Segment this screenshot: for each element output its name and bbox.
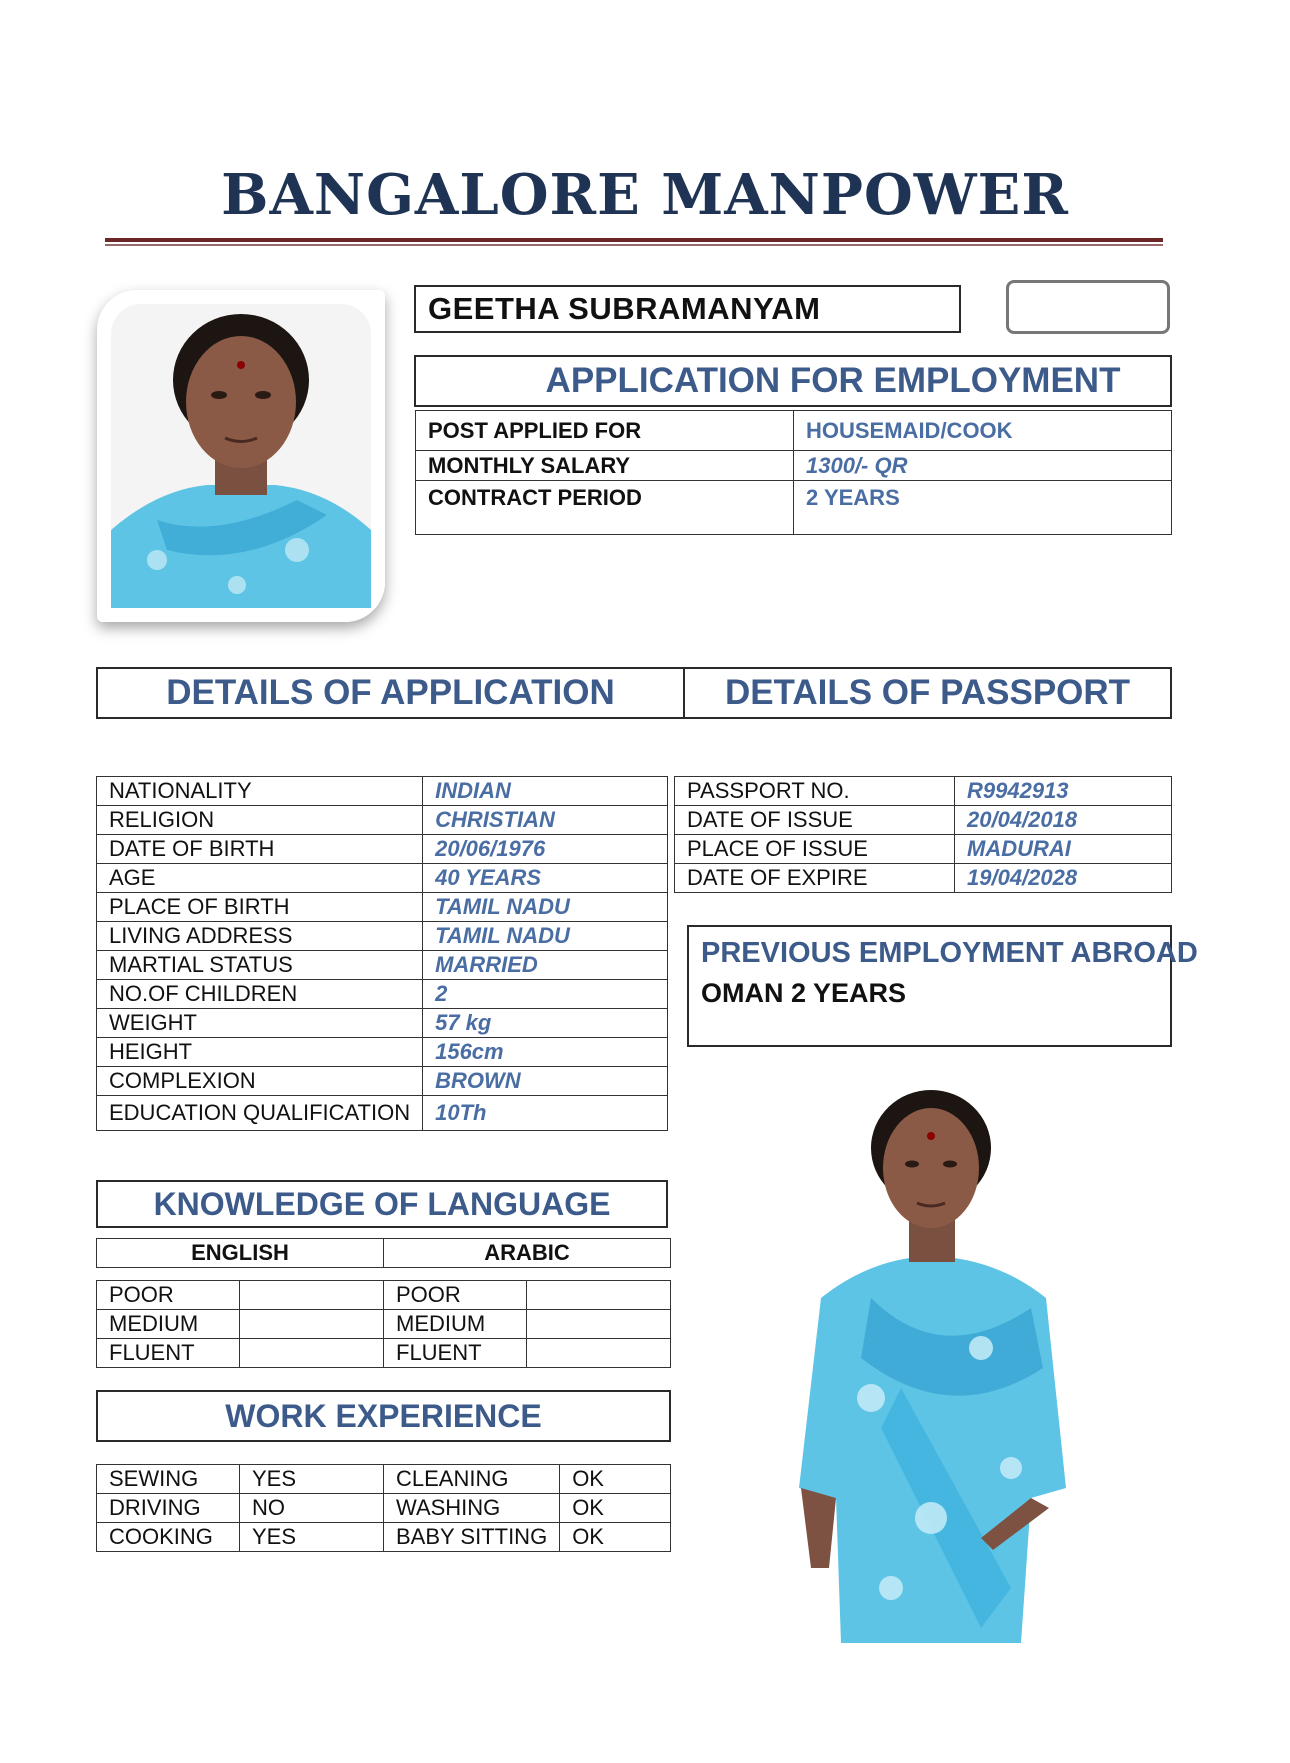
- skill-label: BABY SITTING: [384, 1523, 560, 1552]
- table-row: [97, 806, 668, 835]
- passport-label: PLACE OF ISSUE: [675, 835, 955, 864]
- blank-reference-box: [1006, 280, 1170, 334]
- table-row: [97, 1038, 668, 1067]
- details-table: [96, 776, 668, 1131]
- detail-value: 2: [423, 980, 668, 1009]
- detail-label: DATE OF BIRTH: [97, 835, 423, 864]
- detail-value: BROWN: [423, 1067, 668, 1096]
- english-check[interactable]: [240, 1281, 384, 1310]
- detail-label: WEIGHT: [97, 1009, 423, 1038]
- detail-value: 57 kg: [423, 1009, 668, 1038]
- passport-label: PASSPORT NO.: [675, 777, 955, 806]
- table-row: [97, 1281, 671, 1310]
- detail-label: MARTIAL STATUS: [97, 951, 423, 980]
- skill-answer: OK: [560, 1523, 671, 1552]
- arabic-check[interactable]: [527, 1310, 671, 1339]
- detail-label: RELIGION: [97, 806, 423, 835]
- english-level: FLUENT: [97, 1339, 240, 1368]
- english-level: MEDIUM: [97, 1310, 240, 1339]
- contract-label: CONTRACT PERIOD: [416, 481, 794, 535]
- table-row: [97, 1067, 668, 1096]
- passport-value: 19/04/2028: [955, 864, 1172, 893]
- arabic-level: MEDIUM: [384, 1310, 527, 1339]
- passport-value: R9942913: [955, 777, 1172, 806]
- table-row: [97, 980, 668, 1009]
- table-row: [97, 1494, 671, 1523]
- passport-value: MADURAI: [955, 835, 1172, 864]
- work-experience-title: WORK EXPERIENCE: [225, 1397, 542, 1434]
- table-row: [416, 411, 1172, 451]
- detail-label: PLACE OF BIRTH: [97, 893, 423, 922]
- details-of-application-title-box: [96, 667, 685, 719]
- table-row: [97, 1310, 671, 1339]
- header-divider-shadow: [105, 244, 1163, 246]
- application-title: APPLICATION FOR EMPLOYMENT: [545, 361, 1121, 400]
- work-experience-table: [96, 1464, 671, 1552]
- application-table: [415, 410, 1172, 535]
- details-of-application-title: DETAILS OF APPLICATION: [166, 673, 615, 712]
- details-of-passport-title-box: [683, 667, 1172, 719]
- table-row: [97, 951, 668, 980]
- skill-answer: OK: [560, 1494, 671, 1523]
- language-title: KNOWLEDGE OF LANGUAGE: [153, 1185, 611, 1222]
- arabic-level: FLUENT: [384, 1339, 527, 1368]
- passport-label: DATE OF EXPIRE: [675, 864, 955, 893]
- language-table: [96, 1280, 671, 1368]
- previous-employment-box: [687, 925, 1198, 1047]
- table-row: [97, 922, 668, 951]
- previous-employment-title: PREVIOUS EMPLOYMENT ABROAD: [701, 937, 1198, 969]
- arabic-level: POOR: [384, 1281, 527, 1310]
- table-row: [97, 1523, 671, 1552]
- post-value: HOUSEMAID/COOK: [794, 411, 1172, 451]
- passport-label: DATE OF ISSUE: [675, 806, 955, 835]
- table-row: [97, 893, 668, 922]
- table-row: [97, 1009, 668, 1038]
- detail-value: MARRIED: [423, 951, 668, 980]
- skill-answer: NO: [240, 1494, 384, 1523]
- salary-value: 1300/- QR: [794, 451, 1172, 481]
- application-title-box: [414, 355, 1172, 407]
- contract-value: 2 YEARS: [794, 481, 1172, 535]
- post-label: POST APPLIED FOR: [416, 411, 794, 451]
- table-row: [675, 835, 1172, 864]
- skill-label: WASHING: [384, 1494, 560, 1523]
- company-brand: BANGALORE MANPOWER: [221, 162, 1069, 228]
- detail-label: AGE: [97, 864, 423, 893]
- english-level: POOR: [97, 1281, 240, 1310]
- full-length-photo: [781, 1068, 1087, 1660]
- table-row: [675, 864, 1172, 893]
- work-experience-title-box: [96, 1390, 671, 1442]
- portrait-illustration: [97, 290, 385, 622]
- table-row: [97, 835, 668, 864]
- language-title-box: [96, 1180, 668, 1228]
- english-check[interactable]: [240, 1339, 384, 1368]
- skill-label: DRIVING: [97, 1494, 240, 1523]
- arabic-check[interactable]: [527, 1281, 671, 1310]
- passport-value: 20/04/2018: [955, 806, 1172, 835]
- detail-label: LIVING ADDRESS: [97, 922, 423, 951]
- table-row: [97, 1339, 671, 1368]
- table-row: [97, 1465, 671, 1494]
- detail-value: 20/06/1976: [423, 835, 668, 864]
- arabic-check[interactable]: [527, 1339, 671, 1368]
- table-row: [97, 864, 668, 893]
- previous-employment-value: OMAN 2 YEARS: [701, 978, 907, 1008]
- table-row: [675, 806, 1172, 835]
- detail-value: CHRISTIAN: [423, 806, 668, 835]
- detail-value: TAMIL NADU: [423, 922, 668, 951]
- table-row: [416, 451, 1172, 481]
- arabic-header: ARABIC: [384, 1239, 671, 1268]
- header-divider: [105, 238, 1163, 242]
- table-row: [97, 1096, 668, 1131]
- detail-value: 40 YEARS: [423, 864, 668, 893]
- skill-answer: YES: [240, 1465, 384, 1494]
- portrait-photo: [97, 290, 385, 622]
- detail-label: NO.OF CHILDREN: [97, 980, 423, 1009]
- table-row: [97, 1239, 671, 1268]
- candidate-name-box: [414, 285, 961, 333]
- table-row: [97, 777, 668, 806]
- detail-value: TAMIL NADU: [423, 893, 668, 922]
- language-header-table: [96, 1238, 671, 1268]
- candidate-name: GEETHA SUBRAMANYAM: [428, 291, 821, 326]
- table-row: [416, 481, 1172, 535]
- table-row: [675, 777, 1172, 806]
- details-of-passport-title: DETAILS OF PASSPORT: [724, 673, 1131, 712]
- skill-label: SEWING: [97, 1465, 240, 1494]
- detail-label: COMPLEXION: [97, 1067, 423, 1096]
- passport-table: [674, 776, 1172, 893]
- full-length-illustration: [781, 1068, 1087, 1660]
- detail-label: HEIGHT: [97, 1038, 423, 1067]
- skill-label: COOKING: [97, 1523, 240, 1552]
- detail-value: 156cm: [423, 1038, 668, 1067]
- salary-label: MONTHLY SALARY: [416, 451, 794, 481]
- skill-answer: YES: [240, 1523, 384, 1552]
- english-check[interactable]: [240, 1310, 384, 1339]
- skill-answer: OK: [560, 1465, 671, 1494]
- detail-value: 10Th: [423, 1096, 668, 1131]
- detail-value: INDIAN: [423, 777, 668, 806]
- detail-label: NATIONALITY: [97, 777, 423, 806]
- detail-label: EDUCATION QUALIFICATION: [97, 1096, 423, 1131]
- skill-label: CLEANING: [384, 1465, 560, 1494]
- english-header: ENGLISH: [97, 1239, 384, 1268]
